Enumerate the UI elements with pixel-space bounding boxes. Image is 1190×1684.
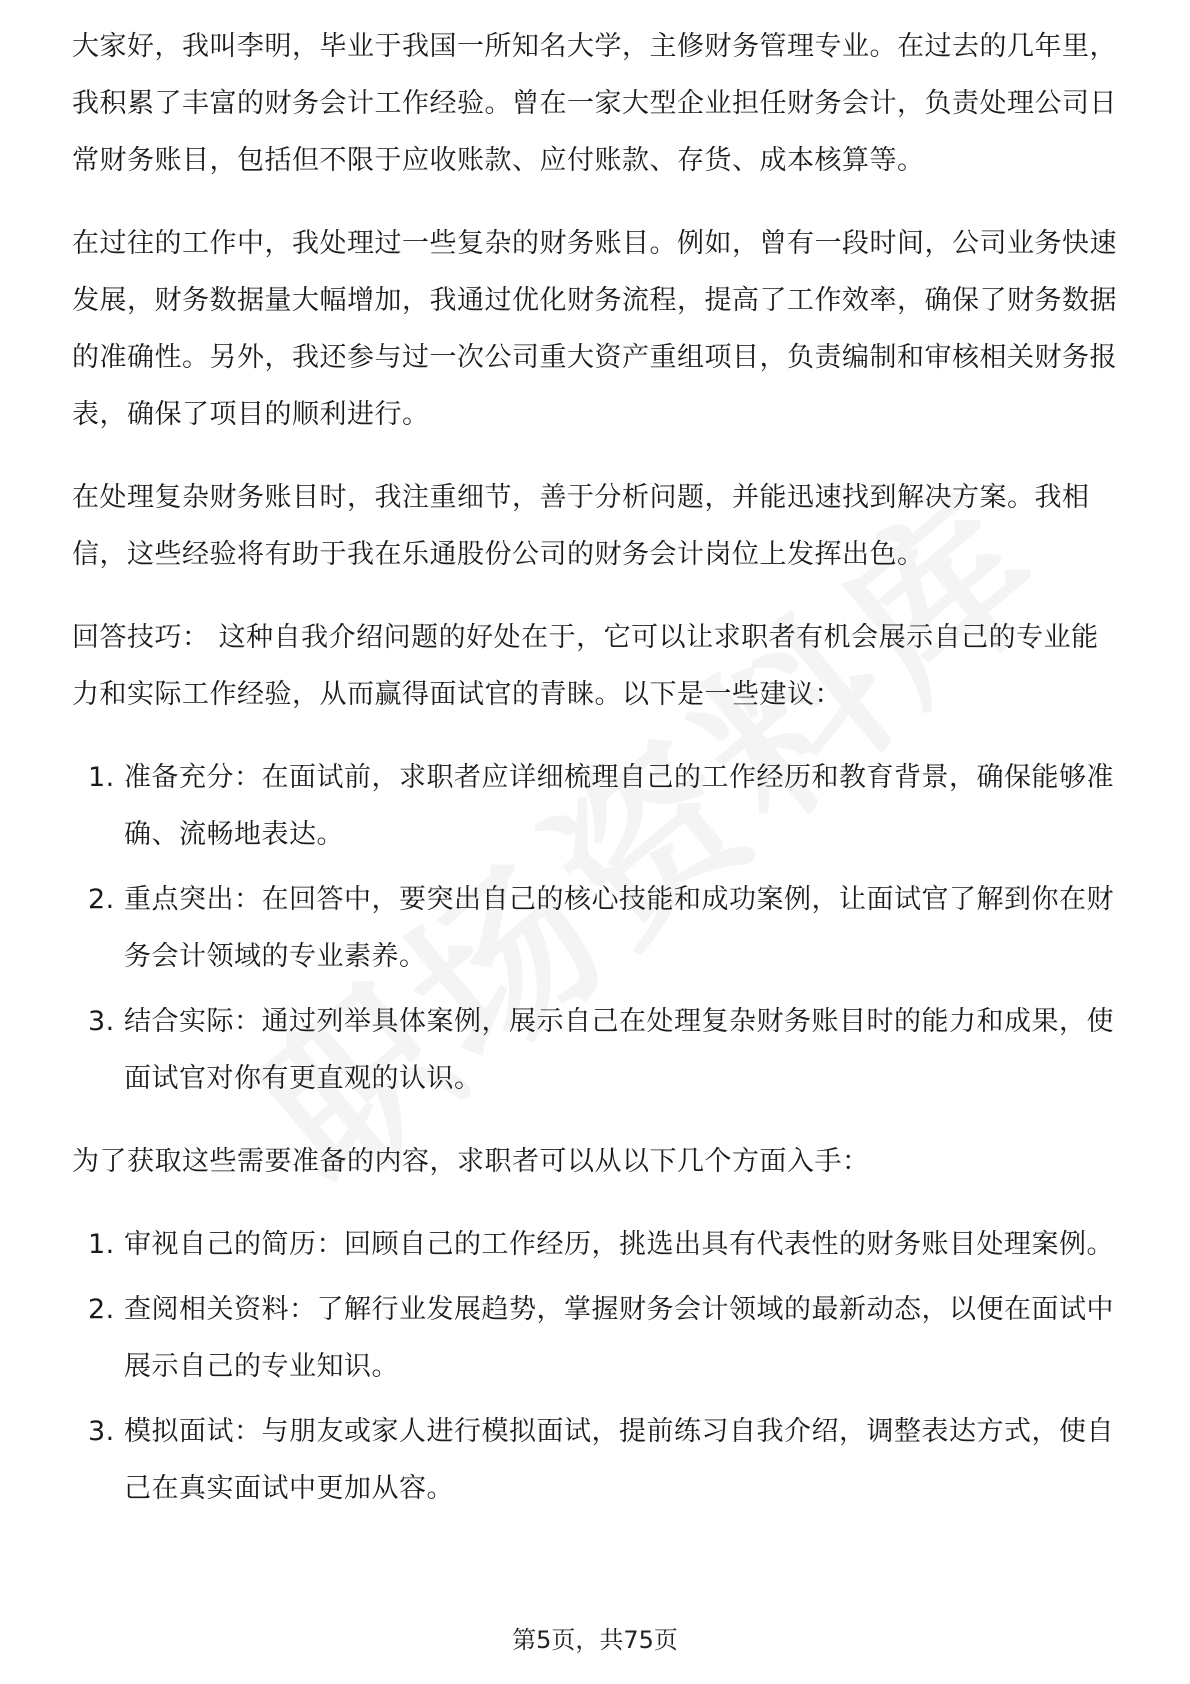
list-item	[72, 1281, 1122, 1395]
list-item-number: 1.	[88, 1229, 115, 1260]
list-item-number: 1.	[88, 762, 115, 793]
page-content	[72, 28, 1122, 1543]
paragraph-preparation: 为了获取这些需要准备的内容，求职者可以从以下几个方面入手：	[72, 1146, 870, 1177]
list-item-text: 准备充分：在面试前，求职者应详细梳理自己的工作经历和教育背景，确保能够准确、流畅地表达。	[124, 762, 1114, 850]
list-item-text: 审视自己的简历：回顾自己的工作经历，挑选出具有代表性的财务账目处理案例。	[124, 1229, 1114, 1260]
list-item-number: 3.	[88, 1416, 115, 1447]
tips-list	[72, 749, 1122, 1107]
list-item-number: 2.	[88, 1294, 115, 1325]
list-item	[72, 1403, 1122, 1517]
page-number: 第5页，共75页	[512, 1626, 678, 1654]
list-item-text: 查阅相关资料：了解行业发展趋势，掌握财务会计领域的最新动态，以便在面试中展示自己的专业知识。	[124, 1294, 1114, 1382]
list-item-number: 3.	[88, 1006, 115, 1037]
list-item	[72, 871, 1122, 985]
paragraph-experience: 在过往的工作中，我处理过一些复杂的财务账目。例如，曾有一段时间，公司业务快速发展，财务数据量大幅增加，我通过优化财务流程，提高了工作效率，确保了财务数据的准确性。另外，我还参与过一次公司重大资产重组项目，负责编制和审核相关财务报表，确保了项目的顺利进行。	[72, 228, 1117, 430]
paragraph-intro: 大家好，我叫李明，毕业于我国一所知名大学，主修财务管理专业。在过去的几年里，我积累了丰富的财务会计工作经验。曾在一家大型企业担任财务会计，负责处理公司日常财务账目，包括但不限于应收账款、应付账款、存货、成本核算等。	[72, 31, 1117, 176]
list-item	[72, 993, 1122, 1107]
list-item	[72, 1216, 1122, 1273]
list-item-number: 2.	[88, 884, 115, 915]
list-item	[72, 749, 1122, 863]
list-item-text: 结合实际：通过列举具体案例，展示自己在处理复杂财务账目时的能力和成果，使面试官对你有更直观的认识。	[124, 1006, 1114, 1094]
list-item-text: 模拟面试：与朋友或家人进行模拟面试，提前练习自我介绍，调整表达方式，使自己在真实面试中更加从容。	[124, 1416, 1114, 1504]
paragraph-tips: 回答技巧： 这种自我介绍问题的好处在于，它可以让求职者有机会展示自己的专业能力和实际工作经验，从而赢得面试官的青睐。以下是一些建议：	[72, 622, 1099, 710]
paragraph-approach: 在处理复杂财务账目时，我注重细节，善于分析问题，并能迅速找到解决方案。我相信，这些经验将有助于我在乐通股份公司的财务会计岗位上发挥出色。	[72, 482, 1090, 570]
preparation-list	[72, 1216, 1122, 1517]
list-item-text: 重点突出：在回答中，要突出自己的核心技能和成功案例，让面试官了解到你在财务会计领域的专业素养。	[124, 884, 1114, 972]
